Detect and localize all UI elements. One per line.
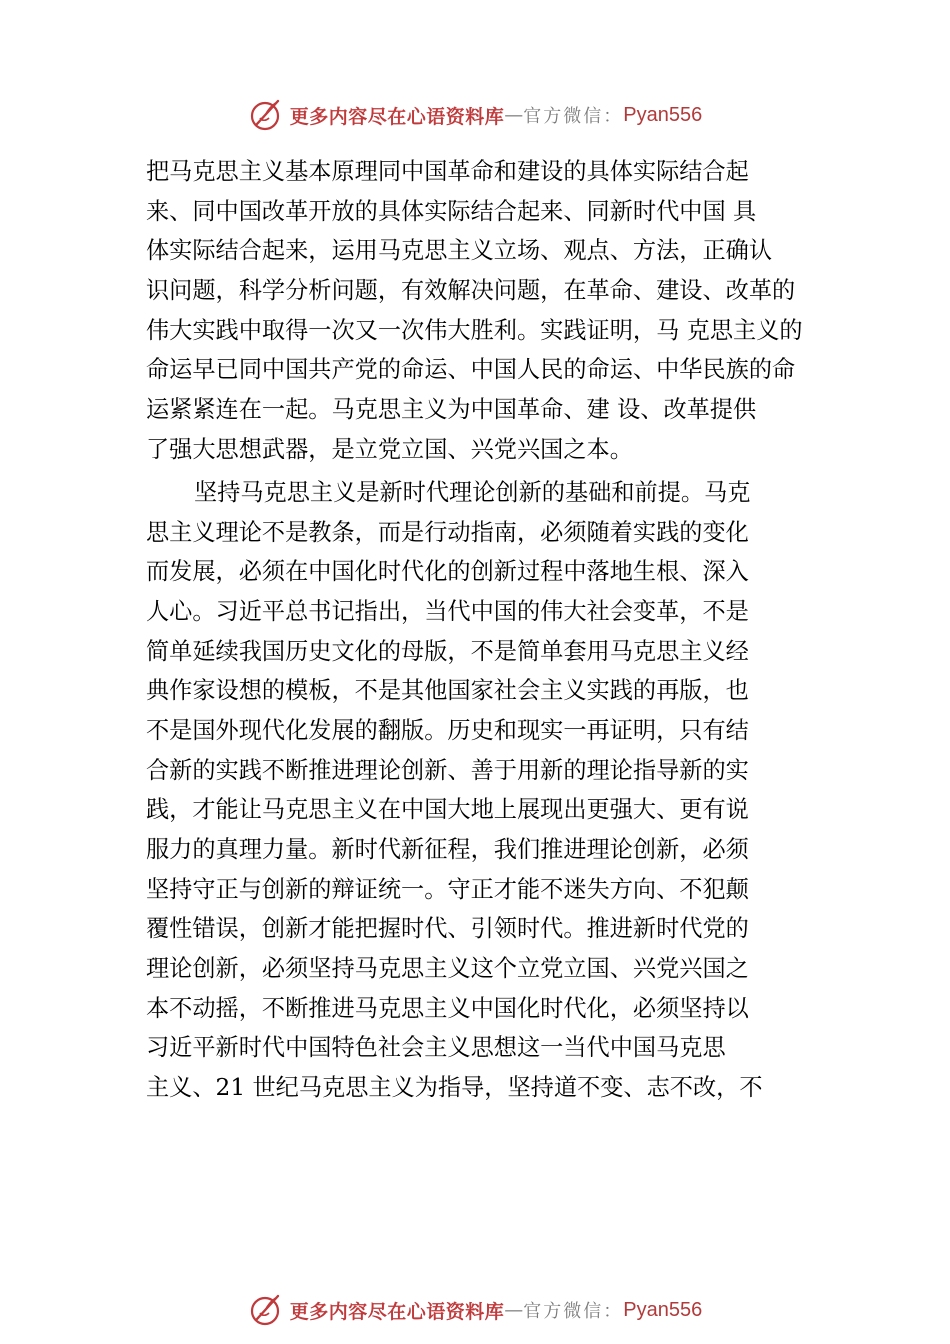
body-line: 典作家设想的模板，不是其他国家社会主义实践的再版，也	[146, 677, 749, 705]
banner-separator: —	[504, 1299, 524, 1321]
body-line: 人心。习近平总书记指出，当代中国的伟大社会变革，不是	[146, 597, 749, 625]
banner-wechat-id: Pyan556	[623, 1298, 703, 1321]
body-line: 命运早已同中国共产党的命运、中国人民的命运、中华民族的命	[146, 356, 796, 384]
body-line: 践，才能让马克思主义在中国大地上展现出更强大、更有说	[146, 796, 749, 824]
banner-wechat-label: 官方微信：	[523, 106, 624, 127]
banner-brand-text: 更多内容尽在心语资料库	[289, 105, 505, 128]
body-line: 识问题，科学分析问题，有效解决问题，在革命、建设、改革的	[146, 277, 796, 305]
body-line: 了强大思想武器，是立党立国、兴党兴国之本。	[146, 435, 633, 463]
body-line: 坚持守正与创新的辩证统一。守正才能不迷失方向、不犯颠	[146, 875, 749, 903]
body-line: 来、同中国改革开放的具体实际结合起来、同新时代中国 具	[146, 197, 757, 225]
body-line: 习近平新时代中国特色社会主义思想这一当代中国马克思	[146, 1034, 726, 1062]
quill-logo-icon	[248, 1292, 284, 1328]
document-body	[146, 152, 836, 1108]
banner-separator: —	[504, 104, 524, 126]
footer-banner	[0, 1290, 950, 1330]
header-banner	[0, 95, 950, 135]
paragraph-start-line: 坚持马克思主义是新时代理论创新的基础和前提。马克	[194, 478, 751, 506]
body-line: 主义、21 世纪马克思主义为指导，坚持道不变、志不改，不	[146, 1074, 763, 1102]
body-line: 合新的实践不断推进理论创新、善于用新的理论指导新的实	[146, 756, 749, 784]
banner-wechat-id: Pyan556	[623, 103, 703, 126]
body-line: 伟大实践中取得一次又一次伟大胜利。实践证明，马 克思主义的	[146, 316, 803, 344]
body-line: 服力的真理力量。新时代新征程，我们推进理论创新，必须	[146, 836, 749, 863]
body-line: 理论创新，必须坚持马克思主义这个立党立国、兴党兴国之	[146, 955, 749, 983]
body-line: 不是国外现代化发展的翻版。历史和现实一再证明，只有结	[146, 716, 749, 744]
quill-logo-icon	[248, 97, 284, 133]
body-line: 运紧紧连在一起。马克思主义为中国革命、建 设、改革提供	[146, 396, 757, 424]
body-line: 而发展，必须在中国化时代化的创新过程中落地生根、深入	[146, 558, 749, 586]
body-line: 体实际结合起来，运用马克思主义立场、观点、方法，正确认	[146, 237, 773, 265]
banner-wechat-label: 官方微信：	[523, 1301, 624, 1322]
body-line: 简单延续我国历史文化的母版，不是简单套用马克思主义经	[146, 637, 749, 665]
body-line: 覆性错误，创新才能把握时代、引领时代。推进新时代党的	[146, 915, 749, 943]
body-line: 本不动摇，不断推进马克思主义中国化时代化，必须坚持以	[146, 994, 749, 1022]
body-line: 把马克思主义基本原理同中国革命和建设的具体实际结合起	[146, 158, 749, 185]
body-line: 思主义理论不是教条，而是行动指南，必须随着实践的变化	[146, 518, 749, 546]
banner-brand-text: 更多内容尽在心语资料库	[289, 1300, 505, 1323]
